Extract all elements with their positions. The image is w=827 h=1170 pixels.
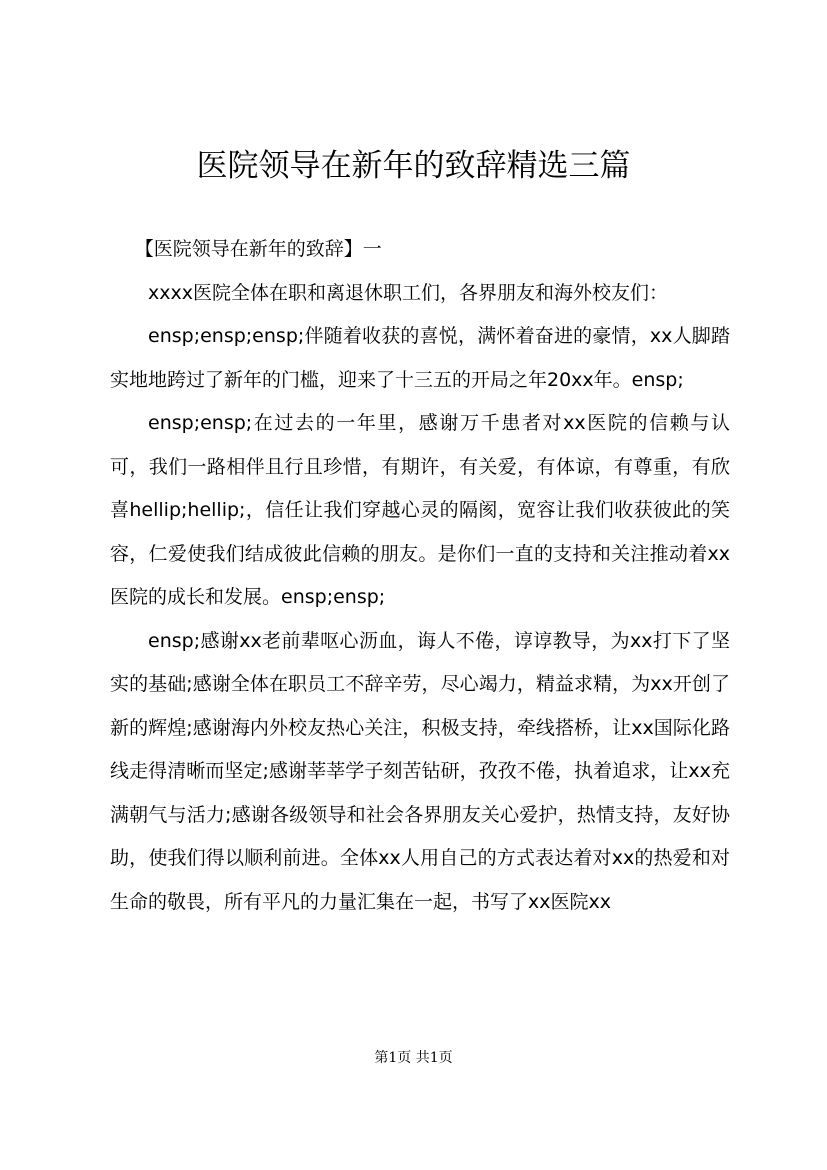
paragraph-thanks-patients: ensp;ensp;在过去的一年里，感谢万千患者对xx医院的信赖与认可，我们一路相伴且行且珍惜，有期许，有关爱，有体谅，有尊重，有欣喜hellip;hellip;，信任让我们穿越心灵的隔阂，宽容让我们收获彼此的笑容，仁爱使我们结成彼此信赖的朋友。是你们一直的支持和关注推动着xx医院的成长和发展。ensp;ensp; (110, 412, 730, 608)
paragraph-salutation: xxxx医院全体在职和离退休职工们，各界朋友和海外校友们： (148, 281, 668, 304)
page-footer: 第1页 共1页 (374, 1050, 453, 1066)
document-body (110, 228, 730, 924)
paragraph-opening: ensp;ensp;ensp;伴随着收获的喜悦，满怀着奋进的豪情，xx人脚踏实地地跨过了新年的门槛，迎来了十三五的开局之年20xx年。ensp; (110, 325, 730, 391)
section-subheading: 【医院领导在新年的致辞】一 (134, 238, 382, 260)
paragraph-thanks-all: ensp;感谢xx老前辈呕心沥血，诲人不倦，谆谆教导，为xx打下了坚实的基础;感谢全体在职员工不辞辛劳，尽心竭力，精益求精，为xx开创了新的辉煌;感谢海内外校友热心关注，积极支持，牵线搭桥，让xx国际化路线走得清晰而坚定;感谢莘莘学子刻苦钻研，孜孜不倦，执着追求，让xx充满朝气与活力;感谢各级领导和社会各界朋友关心爱护，热情支持，友好协助，使我们得以顺利前进。全体xx人用自己的方式表达着对xx的热爱和对生命的敬畏，所有平凡的力量汇集在一起，书写了xx医院xx (110, 629, 730, 913)
document-title: 医院领导在新年的致辞精选三篇 (196, 148, 631, 184)
